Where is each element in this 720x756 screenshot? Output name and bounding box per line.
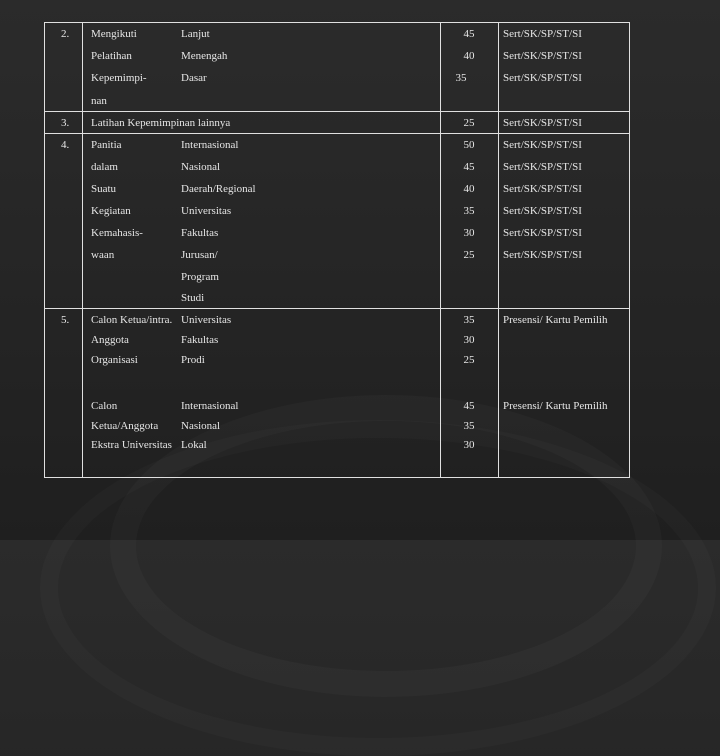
level-text: Internasional	[181, 139, 239, 151]
activity-text: Ekstra Universitas	[91, 439, 172, 451]
level-text: Program	[181, 271, 219, 283]
proof-text: Presensi/ Kartu Pemilih	[503, 314, 608, 326]
row-divider	[44, 308, 630, 309]
proof-text: Sert/SK/SP/ST/SI	[503, 117, 582, 129]
activity-text: dalam	[91, 161, 118, 173]
activity-text: Ketua/Anggota	[91, 420, 159, 432]
score-value: 35	[463, 205, 475, 217]
activity-text: Suatu	[91, 183, 117, 195]
activity-text: nan	[91, 95, 107, 107]
activity-text: Mengikuti	[91, 28, 137, 40]
row-number: 2.	[61, 28, 70, 40]
activity-text: waan	[91, 249, 115, 261]
activity-text: Panitia	[91, 139, 122, 151]
level-text: Universitas	[181, 205, 232, 217]
level-text: Universitas	[181, 314, 232, 326]
level-text: Fakultas	[181, 227, 219, 239]
level-text: Lanjut	[181, 28, 210, 40]
level-text: Jurusan/	[181, 249, 218, 261]
level-text: Internasional	[181, 400, 239, 412]
level-text: Daerah/Regional	[181, 183, 256, 195]
score-value: 25	[463, 249, 475, 261]
score-value: 25	[463, 354, 475, 366]
level-text: Dasar	[181, 72, 207, 84]
proof-text: Sert/SK/SP/ST/SI	[503, 139, 582, 151]
score-value: 45	[463, 28, 475, 40]
activity-text: Latihan Kepemimpinan lainnya	[91, 117, 231, 129]
row-number: 4.	[61, 139, 70, 151]
proof-text: Sert/SK/SP/ST/SI	[503, 161, 582, 173]
proof-text: Sert/SK/SP/ST/SI	[503, 28, 582, 40]
column-divider	[440, 22, 441, 478]
column-divider	[498, 22, 499, 478]
row-number: 5.	[61, 314, 70, 326]
proof-text: Sert/SK/SP/ST/SI	[503, 50, 582, 62]
activity-text: Kemahasis-	[91, 227, 143, 239]
score-value: 50	[463, 139, 475, 151]
score-value: 45	[463, 400, 475, 412]
activity-text: Organisasi	[91, 354, 138, 366]
score-value: 35	[455, 72, 467, 84]
score-value: 40	[463, 50, 475, 62]
row-divider	[44, 111, 630, 112]
score-value: 35	[463, 420, 475, 432]
proof-text: Sert/SK/SP/ST/SI	[503, 72, 582, 84]
score-value: 30	[463, 439, 475, 451]
level-text: Nasional	[181, 161, 221, 173]
score-value: 30	[463, 334, 475, 346]
level-text: Studi	[181, 292, 205, 304]
activity-text: Anggota	[91, 334, 129, 346]
activity-text: Kegiatan	[91, 205, 131, 217]
score-value: 30	[463, 227, 475, 239]
activity-text: Calon	[91, 400, 118, 412]
proof-text: Presensi/ Kartu Pemilih	[503, 400, 608, 412]
level-text: Nasional	[181, 420, 221, 432]
activity-text: Pelatihan	[91, 50, 132, 62]
activity-text: Kepemimpi-	[91, 72, 147, 84]
score-value: 40	[463, 183, 475, 195]
level-text: Lokal	[181, 439, 207, 451]
row-divider	[44, 133, 630, 134]
proof-text: Sert/SK/SP/ST/SI	[503, 227, 582, 239]
column-divider	[82, 22, 83, 478]
proof-text: Sert/SK/SP/ST/SI	[503, 249, 582, 261]
level-text: Fakultas	[181, 334, 219, 346]
proof-text: Sert/SK/SP/ST/SI	[503, 183, 582, 195]
score-value: 25	[463, 117, 475, 129]
level-text: Menengah	[181, 50, 228, 62]
score-value: 45	[463, 161, 475, 173]
proof-text: Sert/SK/SP/ST/SI	[503, 205, 582, 217]
activity-text: Calon Ketua/intra.	[91, 314, 173, 326]
level-text: Prodi	[181, 354, 205, 366]
row-number: 3.	[61, 117, 70, 129]
score-value: 35	[463, 314, 475, 326]
